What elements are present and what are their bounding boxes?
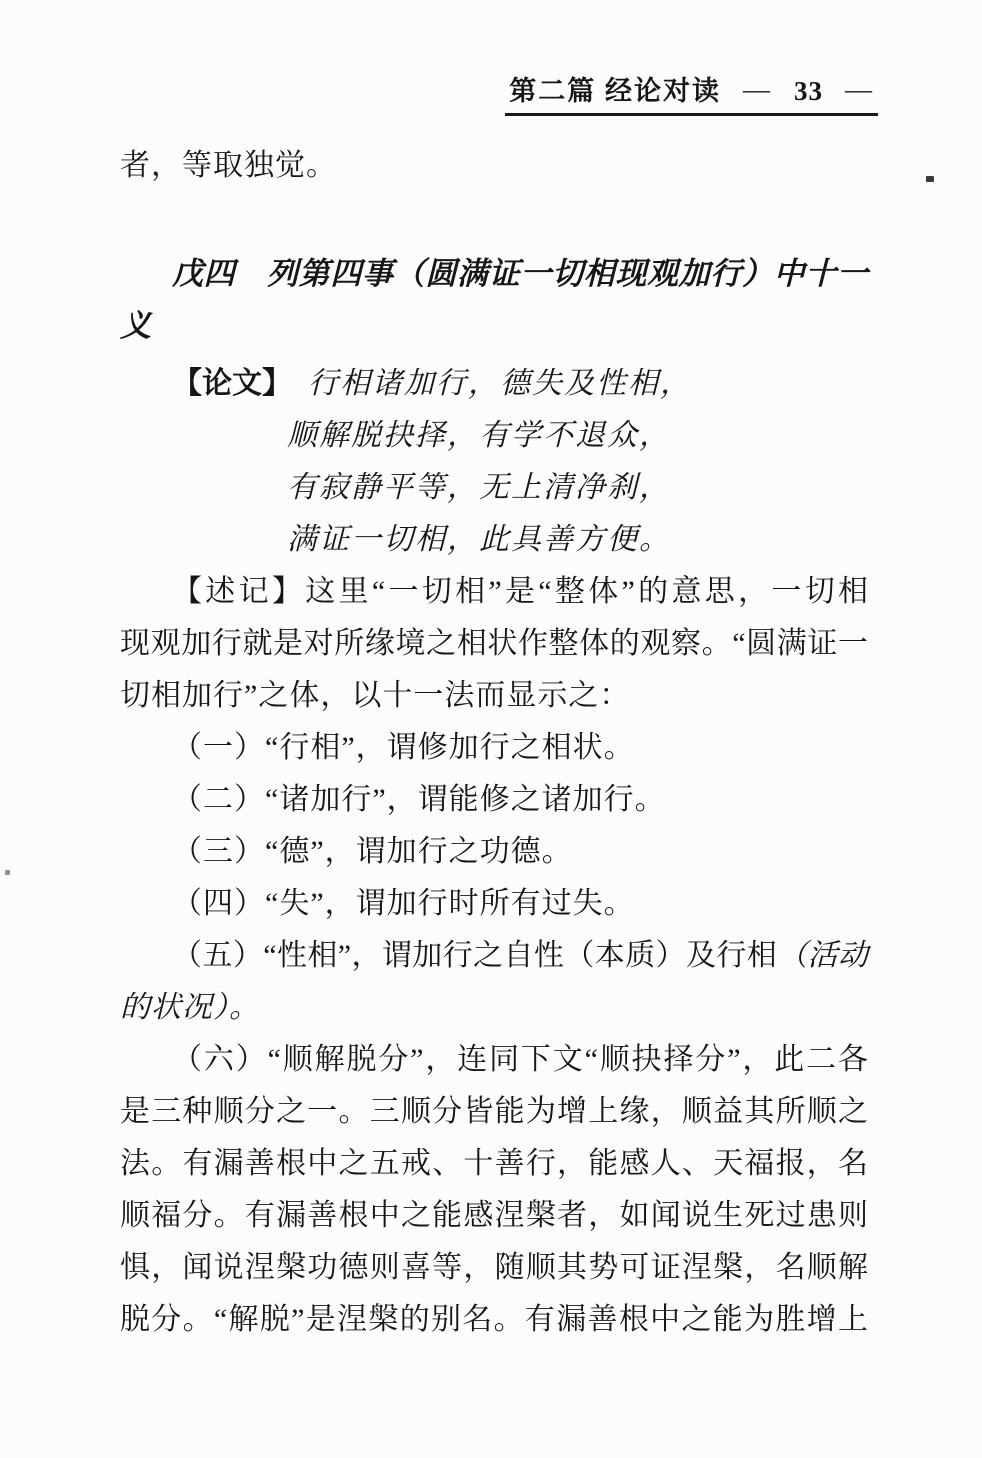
section-heading-line1: 戊四 列第四事（圆满证一切相现观加行）中十一 bbox=[172, 256, 868, 291]
opening-paragraph-line: 者，等取独觉。 bbox=[120, 149, 337, 182]
header-section-title: 第二篇 经论对读 bbox=[509, 76, 721, 106]
verse-line-3 bbox=[120, 462, 868, 514]
running-header bbox=[505, 76, 878, 116]
list-item-5-line1 bbox=[120, 930, 868, 982]
page-number: 33 bbox=[794, 76, 823, 106]
list-item-3: （三）“德”，谓加行之功德。 bbox=[172, 835, 573, 868]
list-item-4: （四）“失”，谓加行时所有过失。 bbox=[172, 887, 635, 920]
list-item-6-line2: 是三种顺分之一。三顺分皆能为增上缘，顺益其所顺之 bbox=[120, 1095, 868, 1128]
lunwen-label: 【论文】 bbox=[172, 367, 292, 400]
list-item-6-line1: （六）“顺解脱分”，连同下文“顺抉择分”，此二各 bbox=[172, 1043, 868, 1076]
ink-speck bbox=[5, 870, 10, 875]
vertical-gap bbox=[120, 192, 868, 248]
list-item-1: （一）“行相”，谓修加行之相状。 bbox=[172, 731, 635, 764]
list-item-6-line3: 法。有漏善根中之五戒、十善行，能感人、天福报，名 bbox=[120, 1147, 868, 1180]
list-item-5-kai-note: （活动 bbox=[777, 939, 869, 972]
list-item-6-line4: 顺福分。有漏善根中之能感涅槃者，如闻说生死过患则 bbox=[120, 1199, 868, 1232]
ink-speck bbox=[926, 176, 934, 182]
list-item-2: （二）“诸加行”，谓能修之诸加行。 bbox=[172, 783, 666, 816]
header-dash-left: — bbox=[743, 74, 772, 104]
list-item-6-line6: 脱分。“解脱”是涅槃的别名。有漏善根中之能为胜增上 bbox=[120, 1303, 868, 1336]
verse-text: 满证一切相，此具善方便。 bbox=[287, 523, 671, 556]
verse-line-4 bbox=[120, 514, 868, 566]
header-dash-right: — bbox=[845, 74, 874, 104]
verse-line-2 bbox=[120, 410, 868, 462]
section-heading-line2: 义 bbox=[120, 308, 152, 343]
shuji-line-1: 【述记】这里“一切相”是“整体”的意思，一切相 bbox=[172, 575, 868, 608]
list-item-5-text: （五）“性相”，谓加行之自性（本质）及行相 bbox=[172, 939, 778, 972]
verse-text: 行相诸加行，德失及性相， bbox=[308, 367, 692, 400]
list-item-6-line5: 惧，闻说涅槃功德则喜等，随顺其势可证涅槃，名顺解 bbox=[120, 1251, 868, 1284]
page-body bbox=[120, 140, 868, 1346]
verse-text: 顺解脱抉择，有学不退众， bbox=[287, 419, 671, 452]
verse-text: 有寂静平等，无上清净刹， bbox=[287, 471, 671, 504]
shuji-line-2: 现观加行就是对所缘境之相状作整体的观察。“圆满证一 bbox=[120, 627, 868, 660]
verse-line-1 bbox=[120, 358, 868, 410]
shuji-line-3: 切相加行”之体，以十一法而显示之： bbox=[120, 679, 631, 712]
list-item-5-line2: 的状况）。 bbox=[120, 991, 260, 1024]
